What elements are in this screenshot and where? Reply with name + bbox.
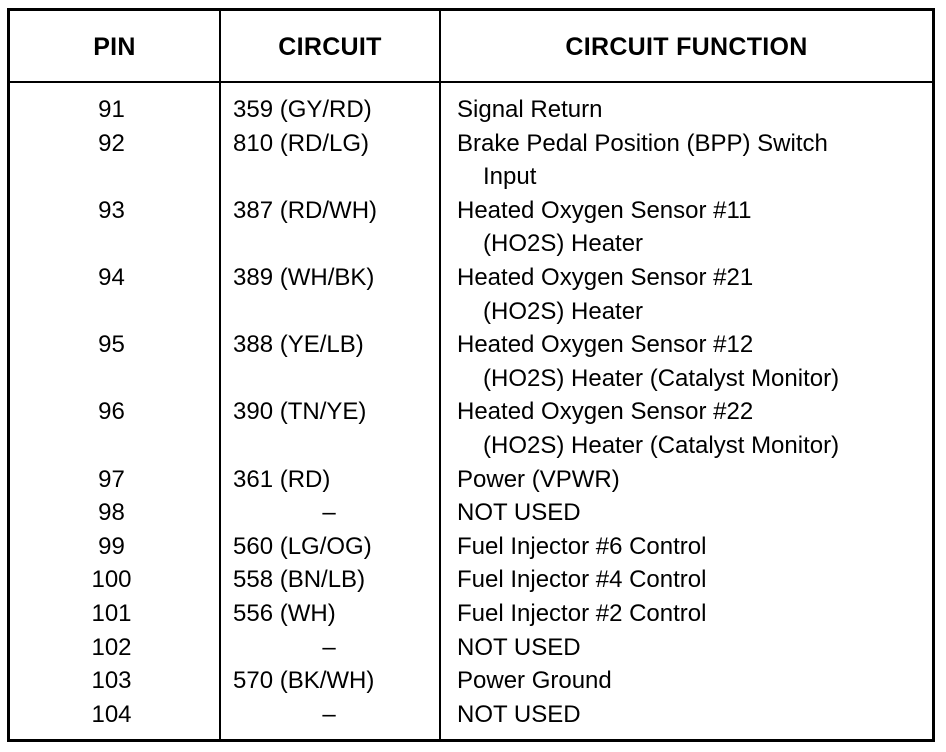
circuit-function-cell bbox=[439, 194, 932, 261]
header-pin: PIN bbox=[93, 33, 136, 61]
circuit-function-line: Fuel Injector #6 Control bbox=[457, 532, 707, 560]
pin-cell: 97 bbox=[98, 465, 125, 493]
pin-cell: 98 bbox=[98, 499, 125, 527]
circuit-function-line: NOT USED bbox=[457, 633, 581, 661]
pin-cell: 100 bbox=[91, 566, 132, 594]
circuit-function-line: Heated Oxygen Sensor #12 bbox=[457, 331, 754, 359]
circuit-function-cell bbox=[439, 698, 932, 732]
table-row bbox=[10, 395, 932, 462]
table-row bbox=[10, 194, 932, 261]
circuit-function-cell bbox=[439, 563, 932, 597]
table-row bbox=[10, 127, 932, 194]
circuit-function-line: Power Ground bbox=[457, 667, 612, 695]
table-row bbox=[10, 530, 932, 564]
table-body bbox=[10, 93, 932, 731]
header-circuit: CIRCUIT bbox=[278, 33, 382, 61]
pin-cell: 101 bbox=[91, 599, 132, 627]
pin-cell: 91 bbox=[98, 96, 125, 123]
pin-cell: 92 bbox=[98, 129, 125, 157]
pin-cell: 104 bbox=[91, 700, 132, 728]
circuit-function-line: Input bbox=[483, 163, 537, 191]
circuit-cell: 556 (WH) bbox=[233, 599, 336, 627]
header-circuit-function: CIRCUIT FUNCTION bbox=[565, 33, 808, 61]
pin-cell: 99 bbox=[98, 532, 125, 560]
pin-cell: 102 bbox=[91, 633, 132, 661]
pin-cell: 94 bbox=[98, 263, 125, 291]
circuit-function-line: Power (VPWR) bbox=[457, 465, 620, 493]
circuit-function-line: (HO2S) Heater bbox=[483, 230, 644, 258]
circuit-function-line: NOT USED bbox=[457, 499, 581, 527]
circuit-cell: 361 (RD) bbox=[233, 465, 331, 493]
circuit-cell: 359 (GY/RD) bbox=[233, 96, 372, 123]
circuit-cell: – bbox=[322, 700, 336, 728]
pin-cell: 103 bbox=[91, 667, 132, 695]
circuit-cell: – bbox=[322, 633, 336, 661]
table-row bbox=[10, 261, 932, 328]
circuit-function-cell bbox=[439, 597, 932, 631]
circuit-function-cell bbox=[439, 463, 932, 497]
table-row bbox=[10, 664, 932, 698]
circuit-function-cell bbox=[439, 93, 932, 127]
circuit-function-cell bbox=[439, 530, 932, 564]
table-row bbox=[10, 463, 932, 497]
table-row bbox=[10, 563, 932, 597]
circuit-cell: 570 (BK/WH) bbox=[233, 667, 375, 695]
circuit-function-line: Fuel Injector #4 Control bbox=[457, 566, 707, 594]
circuit-function-line: Signal Return bbox=[457, 96, 603, 123]
pin-cell: 93 bbox=[98, 196, 125, 224]
circuit-cell: 560 (LG/OG) bbox=[233, 532, 372, 560]
circuit-function-cell bbox=[439, 127, 932, 194]
circuit-cell: – bbox=[322, 499, 336, 527]
table-row bbox=[10, 93, 932, 127]
circuit-function-cell bbox=[439, 631, 932, 665]
table-row bbox=[10, 698, 932, 732]
circuit-function-line: (HO2S) Heater (Catalyst Monitor) bbox=[483, 364, 840, 392]
pin-table bbox=[7, 8, 935, 742]
circuit-cell: 388 (YE/LB) bbox=[233, 331, 364, 359]
circuit-function-line: Fuel Injector #2 Control bbox=[457, 599, 707, 627]
table-row bbox=[10, 328, 932, 395]
circuit-cell: 558 (BN/LB) bbox=[233, 566, 366, 594]
circuit-function-cell bbox=[439, 496, 932, 530]
circuit-cell: 390 (TN/YE) bbox=[233, 398, 367, 426]
circuit-function-cell bbox=[439, 664, 932, 698]
circuit-function-cell bbox=[439, 261, 932, 328]
circuit-function-line: Brake Pedal Position (BPP) Switch bbox=[457, 129, 828, 157]
circuit-function-line: (HO2S) Heater (Catalyst Monitor) bbox=[483, 431, 840, 459]
table-row bbox=[10, 496, 932, 530]
table-row bbox=[10, 597, 932, 631]
pin-cell: 96 bbox=[98, 398, 125, 426]
circuit-function-cell bbox=[439, 395, 932, 462]
circuit-cell: 387 (RD/WH) bbox=[233, 196, 378, 224]
circuit-function-line: Heated Oxygen Sensor #21 bbox=[457, 263, 754, 291]
circuit-function-line: Heated Oxygen Sensor #11 bbox=[457, 196, 752, 224]
circuit-function-line: Heated Oxygen Sensor #22 bbox=[457, 398, 754, 426]
header-divider bbox=[10, 81, 932, 83]
circuit-function-line: (HO2S) Heater bbox=[483, 297, 644, 325]
table-row bbox=[10, 631, 932, 665]
circuit-function-line: NOT USED bbox=[457, 700, 581, 728]
circuit-cell: 810 (RD/LG) bbox=[233, 129, 370, 157]
circuit-cell: 389 (WH/BK) bbox=[233, 263, 375, 291]
circuit-function-cell bbox=[439, 328, 932, 395]
pin-cell: 95 bbox=[98, 331, 125, 359]
